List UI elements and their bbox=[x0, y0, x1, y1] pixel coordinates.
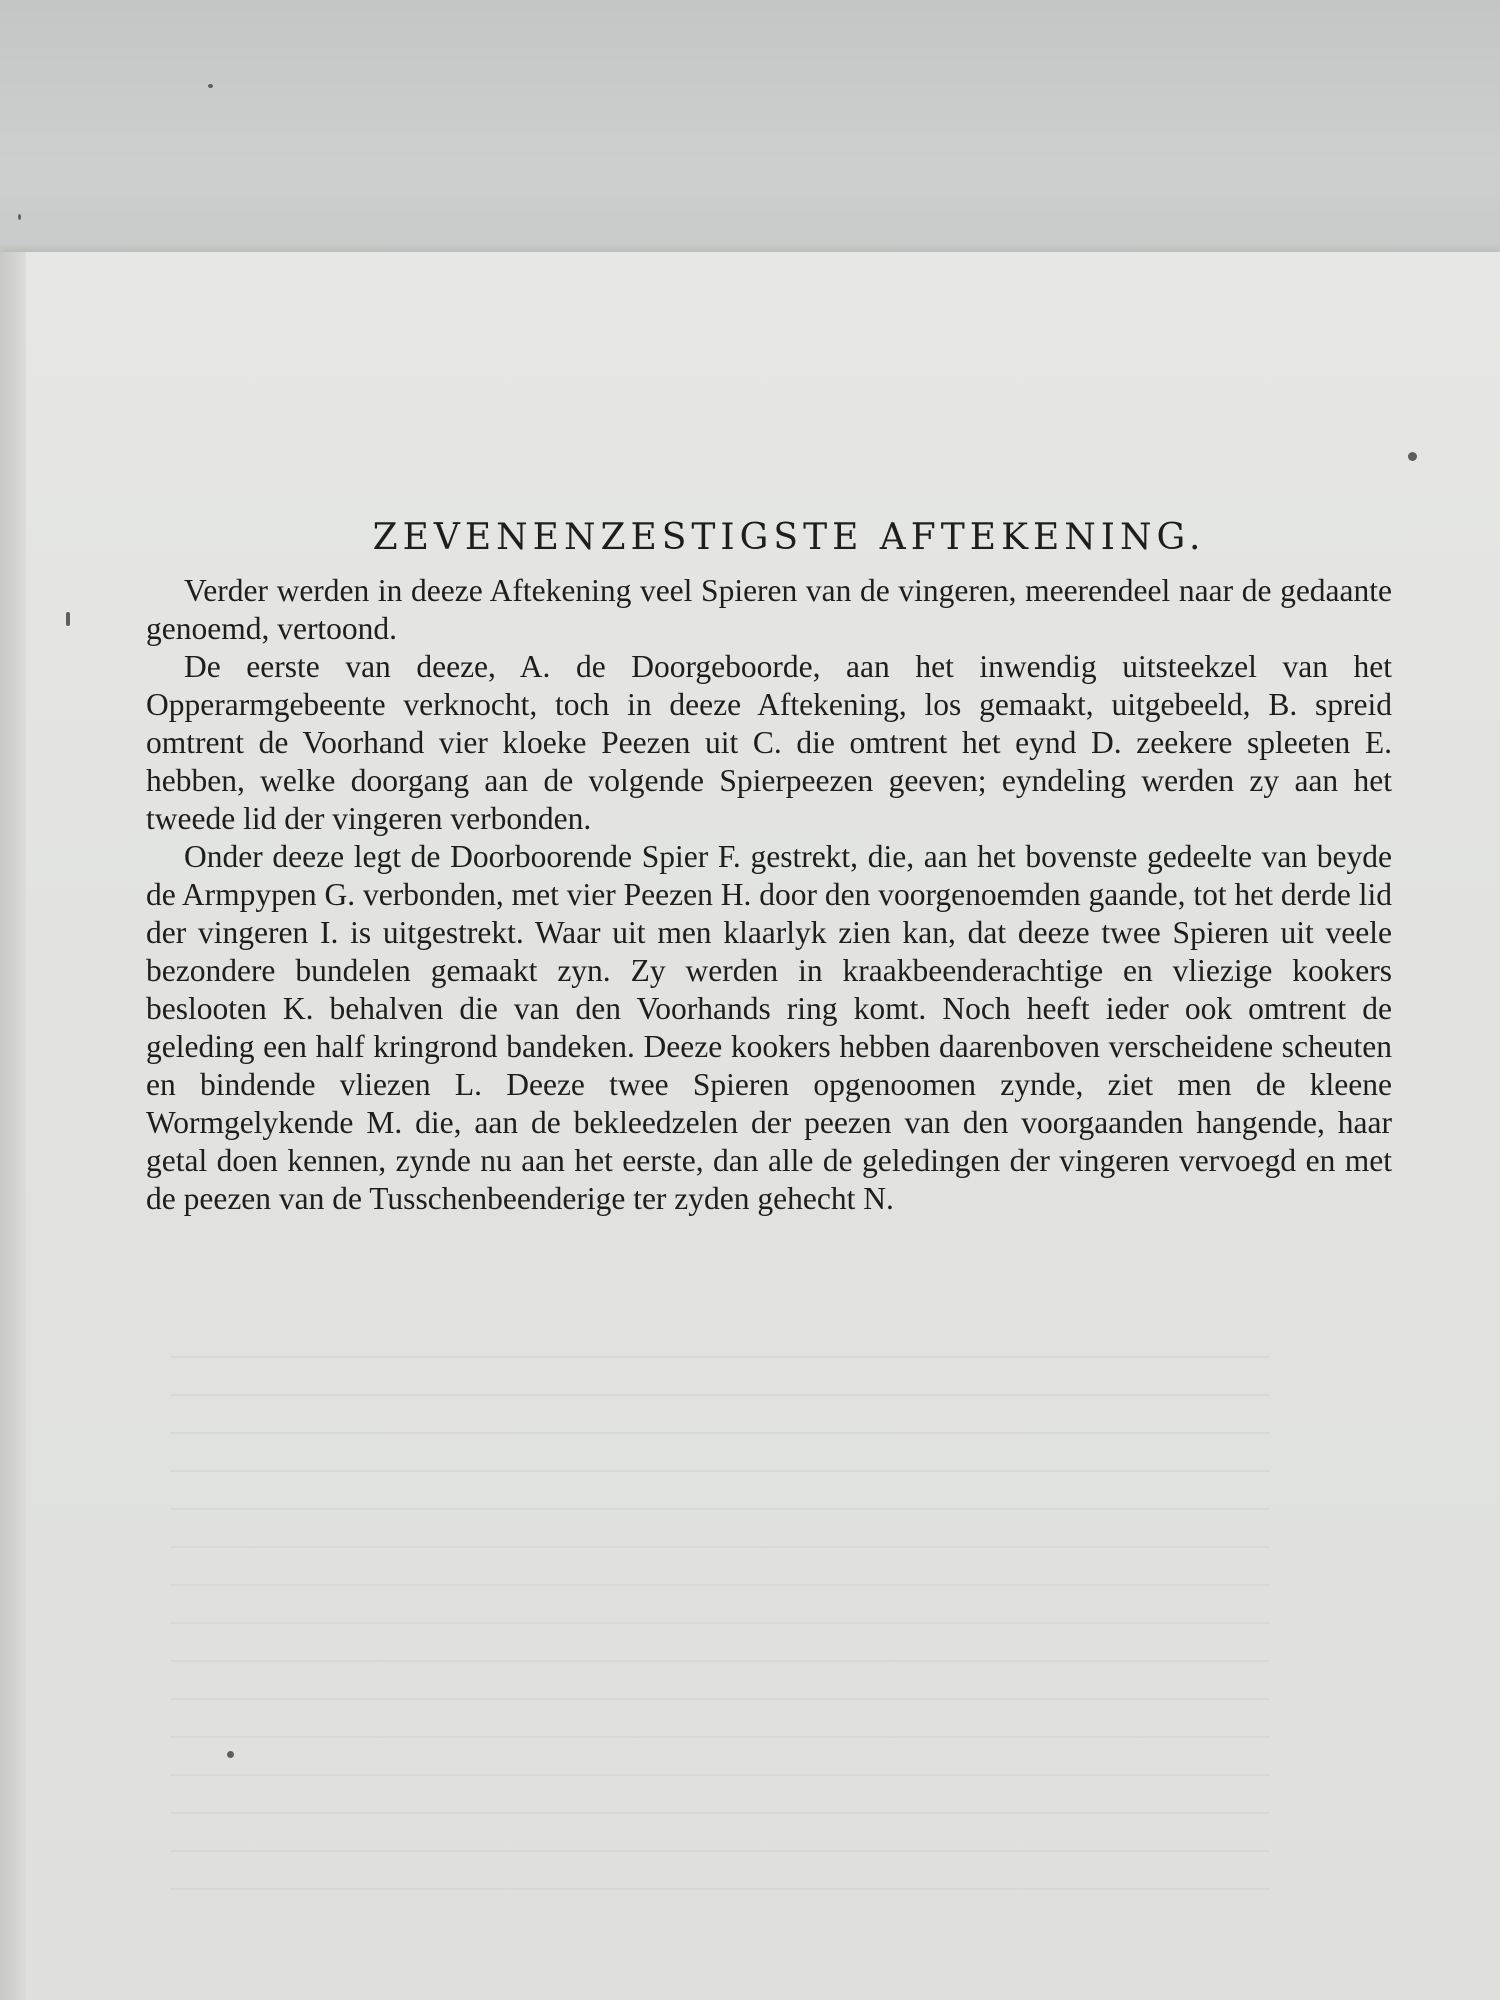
background-surface bbox=[0, 0, 1500, 270]
paper-speck bbox=[18, 214, 21, 220]
document-body bbox=[146, 516, 1392, 1218]
paragraph: Verder werden in deeze Aftekening veel Spieren van de vingeren, meerendeel naar de gedaante genoemd, vertoond. bbox=[146, 573, 1392, 646]
paper-speck bbox=[66, 612, 70, 626]
paragraph: De eerste van deeze, A. de Doorgeboorde, aan het inwendig uitsteekzel van het Opperarmgebeente verknocht, toch in deeze Aftekening, los gemaakt, uitgebeeld, B. spreid omtrent de Voorhand vier kloeke Peezen uit C. die omtrent het eynd D. zeekere spleeten E. hebben, welke doorgang aan de volgende Spierpeezen geeven; eyndeling werden zy aan het tweede lid der vingeren verbonden. bbox=[146, 649, 1392, 836]
page-edge bbox=[0, 252, 26, 2000]
show-through-text bbox=[170, 1330, 1270, 1890]
paper-speck bbox=[1408, 452, 1417, 461]
section-title: ZEVENENZESTIGSTE AFTEKENING. bbox=[372, 517, 1206, 558]
paragraph: Onder deeze legt de Doorboorende Spier F. gestrekt, die, aan het bovenste gedeelte van beyde de Armpypen G. verbonden, met vier Peezen H. door den voorgenoemden gaande, tot het derde lid der vingeren I. is uitgestrekt. Waar uit men klaarlyk zien kan, dat deeze twee Spieren uit veele bezondere bundelen gemaakt zyn. Zy werden in kraakbeenderachtige en vliezige kookers beslooten K. behalven die van den Voorhands ring komt. Noch heeft ieder ook omtrent de geleding een half kringrond bandeken. Deeze kookers hebben daarenboven verscheidene scheuten en bindende vliezen L. Deeze twee Spieren opgenoomen zynde, ziet men de kleene Wormgelykende M. die, aan de bekleedzelen der peezen van den voorgaanden hangende, haar getal doen kennen, zynde nu aan het eerste, dan alle de geledingen der vingeren vervoegd en met de peezen van de Tusschenbeenderige ter zyden gehecht N. bbox=[146, 839, 1392, 1216]
paper-speck bbox=[208, 84, 213, 88]
